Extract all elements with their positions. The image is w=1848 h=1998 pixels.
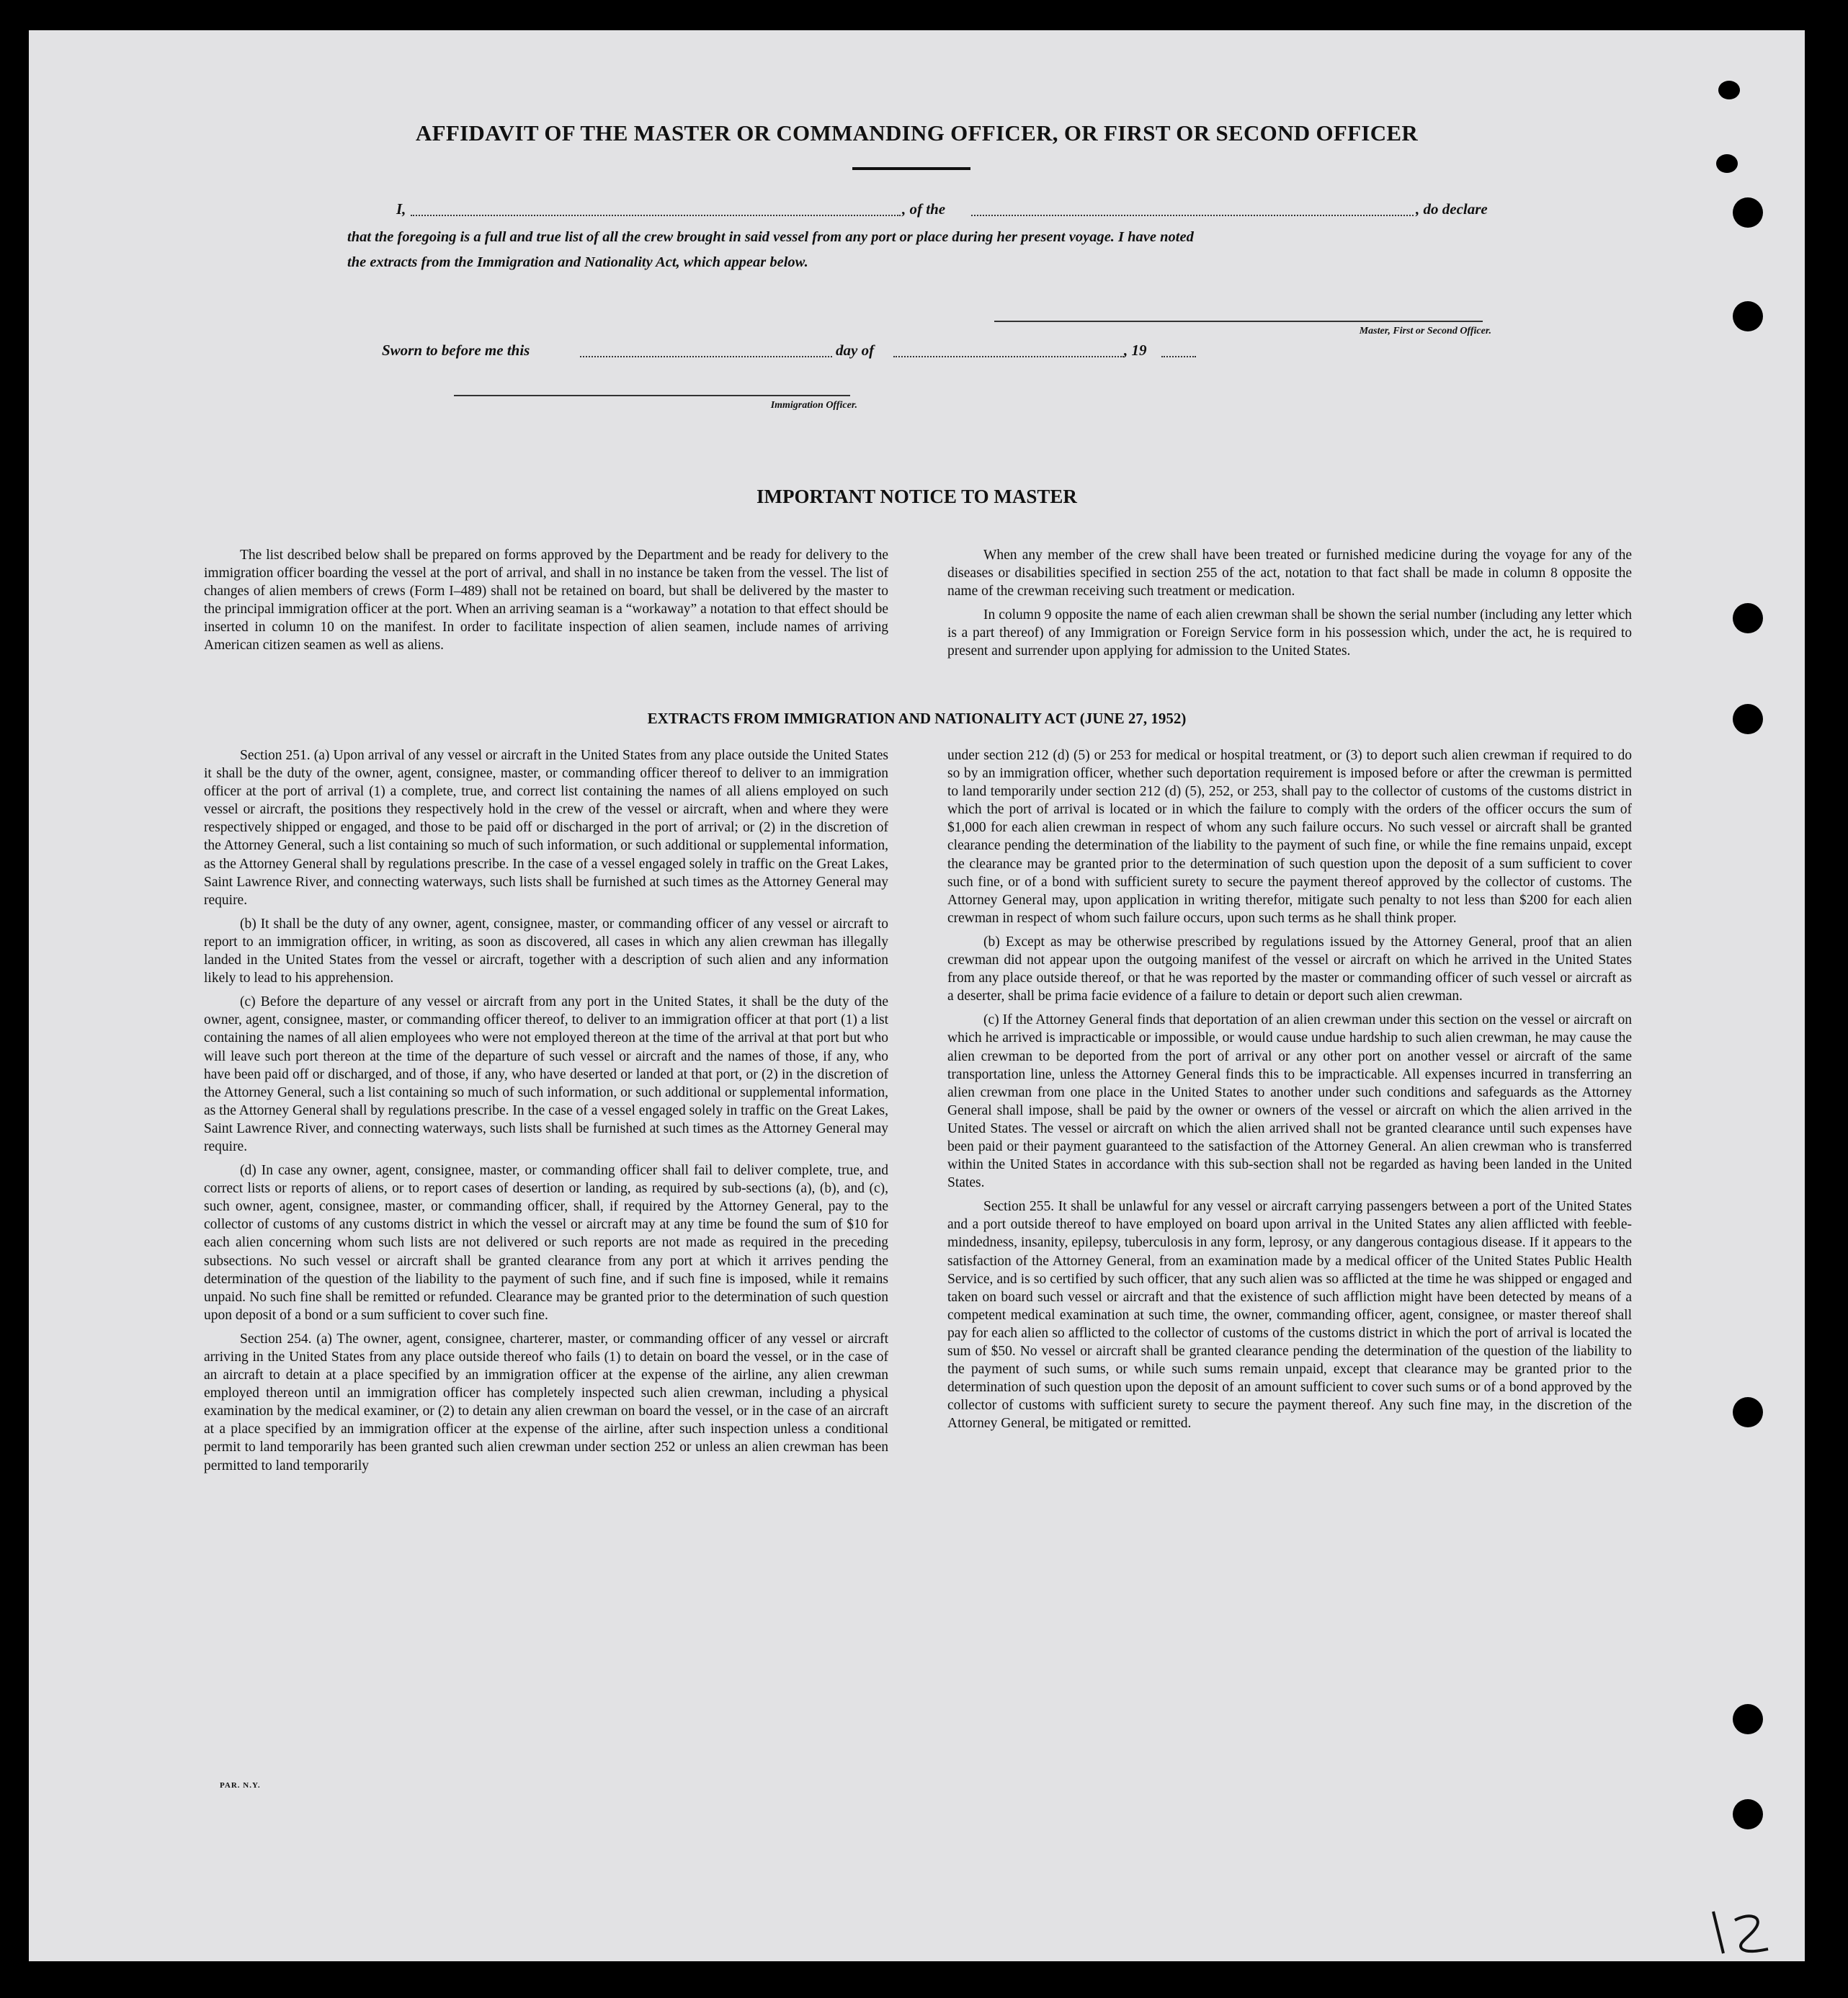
handwritten-mark-icon bbox=[1708, 1907, 1780, 1958]
year-prefix: , 19 bbox=[1124, 342, 1147, 359]
punch-hole-icon bbox=[1733, 603, 1763, 633]
ink-blot-icon bbox=[1718, 81, 1740, 99]
section-251-b: (b) It shall be the duty of any owner, agent, consignee, master, or commanding officer of any vessel or aircraft to report to an immigration officer, in writing, as soon as discovered, all cases in which any alien crewman has illegally landed in the United States from the vessel or aircraft, together with a description of such alien and any information likely to lead to his apprehension. bbox=[204, 916, 888, 986]
punch-hole-icon bbox=[1733, 301, 1763, 331]
notice-right-paragraph-2: In column 9 opposite the name of each alien crewman shall be shown the serial number (including any letter which is a part thereof) of any Immigration or Foreign Service form in his possession which, under the act, he is required to present and surrender upon applying for admission to the United States. bbox=[947, 607, 1632, 659]
master-signature-line bbox=[994, 321, 1483, 322]
punch-hole-icon bbox=[1733, 1397, 1763, 1427]
punch-hole-icon bbox=[1733, 197, 1763, 228]
sworn-year-blank bbox=[1161, 356, 1196, 357]
title-rule bbox=[852, 167, 970, 170]
notice-left-paragraph: The list described below shall be prepared on forms approved by the Department and be ready for delivery to the immigration officer boarding the vessel at the port of arrival, and shall in no instance be taken from the vessel. The list of changes of alien members of crews (Form I–489) shall not be retained on board, but shall be delivered by the master to the principal immigration officer at the port. When an arriving seaman is a “workaway” a notation to that effect should be inserted in column 10 on the manifest. In order to facilitate inspection of alien seamen, include names of arriving American citizen seamen as well as aliens. bbox=[204, 548, 888, 654]
section-251-d: (d) In case any owner, agent, consignee, master, or commanding officer shall fail to deliver complete, true, and correct lists or reports of aliens, or to report cases of desertion or landing, as required by sub-sections (a), (b), and (c), such owner, agent, consignee, master, or commanding officer, shall, if required by the Attorney General, pay to the collector of customs of any customs district in which the vessel or aircraft may at any time be found the sum of $10 for each alien concerning whom such lists are not delivered or such reports are not made as required in the preceding subsections. No such vessel or aircraft shall be granted clearance from any port at which it arrives pending the determination of the question of the liability to the payment of such fine, and if such fine is imposed, while it remains unpaid. No such fine shall be remitted or refunded. Clearance may be granted prior to the determination of such question upon deposit of a bond or a sum sufficient to cover such fine. bbox=[204, 1163, 888, 1323]
i-label: I, bbox=[396, 200, 406, 218]
section-254-a-continued: under section 212 (d) (5) or 253 for medical or hospital treatment, or (3) to deport such alien crewman if required to do so by an immigration officer, whether such deportation requirement is imposed before or after the crewman is permitted to land temporarily under section 212 (d) (5), 252, or 253, shall pay to the collector of customs of the customs district in which the port of arrival is located or in which the failure to comply with the orders of the officer occurs the sum of $1,000 for each alien crewman in respect of whom any such failure occurs. No such vessel or aircraft shall be granted clearance pending the determination of the liability to the payment of such fine, or while the fine remains unpaid, except the clearance may be granted prior to the determination of such question upon the deposit of a sum sufficient to cover such fine, or of a bond with sufficient surety to secure the payment thereof approved by the collector of customs. The Attorney General may, upon application in writing therefor, mitigate such penalty to not less than $200 for each alien crewman in respect of whom such failure occurs, upon such terms as he shall think proper. bbox=[947, 748, 1632, 926]
master-caption: Master, First or Second Officer. bbox=[1359, 326, 1491, 336]
vessel-blank bbox=[971, 215, 1414, 216]
section-254-a: Section 254. (a) The owner, agent, consignee, charterer, master, or commanding officer of any vessel or aircraft arriving in the United States from any place outside thereof who fails (1) to detain on board the vessel, or in the case of an aircraft to detain at a place specified by an immigration officer at the expense of the airline, any alien crewman employed thereon until an immigration officer has completely inspected such alien crewman, including a physical examination by the medical examiner, or (2) to detain any alien crewman on board the vessel, or in the case of an aircraft at a place specified by an immigration officer at the expense of the airline, after such inspection unless a conditional permit to land temporarily has been granted such alien crewman under section 252 or unless an alien crewman has been permitted to land temporarily bbox=[204, 1331, 888, 1473]
notice-right-paragraph-1: When any member of the crew shall have been treated or furnished medicine during the voyage for any of the diseases or disabilities specified in section 255 of the act, notation to that fact shall be made in column 8 opposite the name of the crewman receiving such treatment or medication. bbox=[947, 548, 1632, 599]
extracts-right-column bbox=[947, 746, 1632, 1432]
officer-caption: Immigration Officer. bbox=[770, 400, 857, 411]
name-blank bbox=[411, 215, 901, 216]
day-of-label: day of bbox=[836, 342, 875, 359]
notice-right-column bbox=[947, 546, 1632, 661]
section-251-c: (c) Before the departure of any vessel or aircraft from any port in the United States, it shall be the duty of the owner, agent, consignee, master, or commanding officer thereof, to deliver to an immigration officer at that port (1) a list containing the names of all alien employees who were not employed thereon at the time of the arrival at that port but who will leave such port thereon at the time of the departure of such vessel or aircraft and the names of those, if any, who have been paid off or discharged, and of those, if any, who have deserted or landed at that port, or (2) in the discretion of the Attorney General, such a list containing so much of such information, or such additional or supplemental information, as the Attorney General shall by regulations prescribe. In the case of a vessel engaged solely in traffic on the Great Lakes, Saint Lawrence River, and connecting waterways, such lists shall be furnished at such times as the Attorney General may require. bbox=[204, 994, 888, 1154]
section-254-c: (c) If the Attorney General finds that deportation of an alien crewman under this section on the vessel or aircraft on which he arrived is impracticable or impossible, or would cause undue hardship to such alien crewman, he may cause the alien crewman to be deported from the port of arrival or any other port on another vessel or aircraft of the same transportation line, unless the Attorney General finds this to be impracticable. All expenses incurred in transferring an alien crewman from one place in the United States to another under such conditions and safeguards as the Attorney General shall impose, shall be paid by the owner or owners of the vessel or aircraft on which the alien arrived in the United States. The vessel or aircraft on which the alien arrived shall not be granted clearance until such expenses have been paid or their payment guaranteed to the satisfaction of the Attorney General. An alien crewman who is transferred within the United States in accordance with this sub-section shall not be regarded as having been landed in the United States. bbox=[947, 1012, 1632, 1191]
sworn-month-blank bbox=[893, 356, 1124, 357]
section-255: Section 255. It shall be unlawful for any vessel or aircraft carrying passengers between a port of the United States and a port outside thereof to have employed on board upon arrival in the United States any alien afflicted with feeble-mindedness, insanity, epilepsy, tuberculosis in any form, leprosy, or any dangerous contagious disease. If it appears to the satisfaction of the Attorney General, from an examination made by a medical officer of the United States Public Health Service, and is so certified by such officer, that any such alien was so afflicted at the time he was shipped or engaged and taken on board such vessel or aircraft and that the existence of such affliction might have been detected by means of a competent medical examination at such time, the owner, commanding officer, agent, consignee, or master thereof shall pay for each alien so afflicted to the collector of customs of the customs district in which the port of arrival is located the sum of $50. No vessel or aircraft shall be granted clearance pending the determination of the question of the liability to the payment of such sums, or while such sums remain unpaid, except that clearance may be granted prior to the determination of such question upon the deposit of an amount sufficient to cover such sums or of a bond approved by the collector of customs with sufficient surety to secure the payment thereof. Any such fine may, in the discretion of the Attorney General, be mitigated or remitted. bbox=[947, 1199, 1632, 1432]
section-254-b: (b) Except as may be otherwise prescribed by regulations issued by the Attorney General, proof that an alien crewman did not appear upon the outgoing manifest of the vessel or aircraft on which he arrived in the United States from any place outside thereof, or that he was reported by the master or commanding officer of such vessel or aircraft as a deserter, shall be prima facie evidence of a failure to detain or deport such alien crewman. bbox=[947, 934, 1632, 1004]
notice-title: IMPORTANT NOTICE TO MASTER bbox=[756, 486, 1077, 507]
section-251-a: Section 251. (a) Upon arrival of any vessel or aircraft in the United States from any place outside the United States it shall be the duty of the owner, agent, consignee, master, or commanding officer thereof to deliver to an immigration officer at the port of arrival (1) a complete, true, and correct list containing the names of all aliens employed on such vessel or aircraft, the positions they respectively hold in the crew of the vessel or aircraft, when and where they were respectively shipped or engaged, and those to be paid off or discharged in the port of arrival; or (2) in the discretion of the Attorney General, such a list containing so much of such information, or such additional or supplemental information, as the Attorney General shall by regulations prescribe. In the case of a vessel engaged solely in traffic on the Great Lakes, Saint Lawrence River, and connecting waterways, such lists shall be furnished at such times as the Attorney General may require. bbox=[204, 748, 888, 908]
printer-mark: PAR. N.Y. bbox=[220, 1781, 261, 1790]
sworn-label: Sworn to before me this bbox=[382, 342, 530, 359]
extracts-left-column bbox=[204, 746, 888, 1475]
punch-hole-icon bbox=[1733, 704, 1763, 734]
ink-blot-icon bbox=[1716, 154, 1738, 173]
document-page bbox=[29, 30, 1805, 1961]
of-the-label: , of the bbox=[902, 200, 946, 218]
notice-left-column bbox=[204, 546, 888, 655]
sworn-day-blank bbox=[580, 356, 832, 357]
officer-signature-line bbox=[454, 395, 850, 396]
extracts-title: EXTRACTS FROM IMMIGRATION AND NATIONALITY ACT (JUNE 27, 1952) bbox=[647, 710, 1187, 727]
do-declare-label: , do declare bbox=[1416, 200, 1488, 218]
affidavit-line-3: the extracts from the Immigration and Nationality Act, which appear below. bbox=[347, 254, 808, 270]
punch-hole-icon bbox=[1733, 1704, 1763, 1734]
punch-hole-icon bbox=[1733, 1799, 1763, 1829]
affidavit-line-2: that the foregoing is a full and true list of all the crew brought in said vessel from any port or place during her present voyage. I have noted bbox=[347, 229, 1194, 245]
affidavit-title: AFFIDAVIT OF THE MASTER OR COMMANDING OFFICER, OR FIRST OR SECOND OFFICER bbox=[415, 120, 1419, 146]
